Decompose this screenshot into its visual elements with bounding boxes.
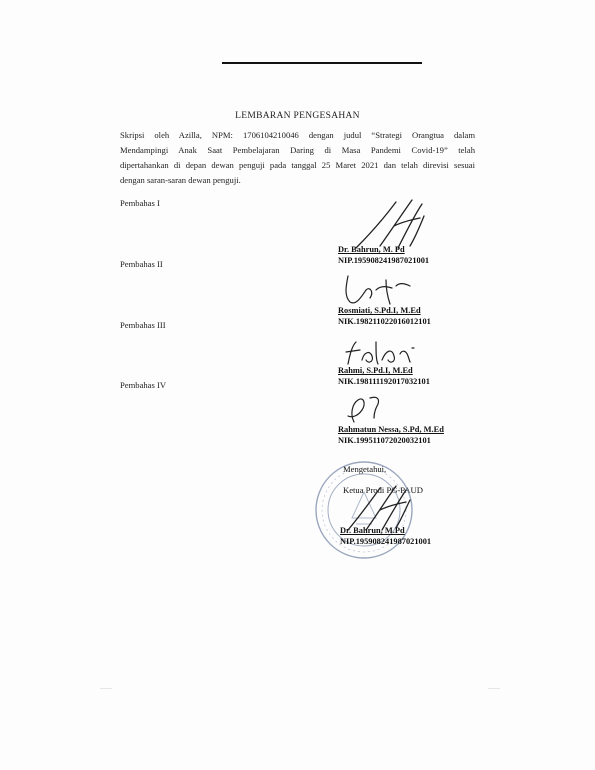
- approval-heading: Mengetahui,: [343, 464, 387, 474]
- examiner-1-block: [338, 244, 429, 266]
- examiner-3-block: [338, 365, 430, 387]
- examiner-2-name: Rosmiati, S.Pd.I, M.Ed: [338, 306, 421, 315]
- header-rule: [222, 62, 422, 64]
- examiner-1-id: NIP.195908241987021001: [338, 256, 430, 265]
- scan-mark: [100, 688, 112, 689]
- scan-mark: [488, 688, 500, 689]
- paragraph-line: dipertahankan di depan dewan penguji pada tanggal 25 Maret 2021 dan telah direvisi sesuai: [120, 160, 475, 170]
- approval-paragraph: [120, 128, 475, 188]
- examiner-2-block: [338, 305, 431, 327]
- paragraph-line: Skripsi oleh Azilla, NPM: 1706104210046 dengan judul “Strategi Orangtua dalam: [120, 130, 475, 140]
- examiner-4-id: NIK.199511072020032101: [338, 436, 431, 445]
- examiner-3-name: Rahmi, S.Pd.I, M.Ed: [338, 366, 413, 375]
- examiner-2-id: NIK.198211022016012101: [338, 317, 431, 326]
- paragraph-line: Mendampingi Anak Saat Pembelajaran Daring di Masa Pandemi Covid-19” telah: [120, 145, 475, 155]
- examiner-4-name: Rahmatun Nessa, S.Pd, M.Ed: [338, 425, 444, 434]
- approval-block: [340, 525, 431, 547]
- signature-examiner-4: [340, 392, 400, 428]
- examiner-label-4: Pembahas IV: [120, 380, 167, 390]
- examiner-label-2: Pembahas II: [120, 259, 163, 269]
- examiner-4-block: [338, 424, 444, 446]
- examiner-label-3: Pembahas III: [120, 320, 166, 330]
- examiner-label-1: Pembahas I: [120, 198, 160, 208]
- approval-name: Dr. Bahrun, M.Pd: [340, 526, 405, 535]
- signature-examiner-2: [340, 272, 420, 308]
- examiner-1-name: Dr. Bahrun, M. Pd: [338, 245, 405, 254]
- page-title: LEMBARAN PENGESAHAN: [235, 111, 360, 121]
- approval-role: Ketua Prodi PG-PAUD: [343, 485, 423, 495]
- paragraph-line: dengan saran-saran dewan penguji.: [120, 175, 241, 185]
- examiner-3-id: NIK.198111192017032101: [338, 377, 430, 386]
- signature-examiner-3: [342, 338, 426, 368]
- approval-id: NIP.195908241987021001: [340, 537, 432, 546]
